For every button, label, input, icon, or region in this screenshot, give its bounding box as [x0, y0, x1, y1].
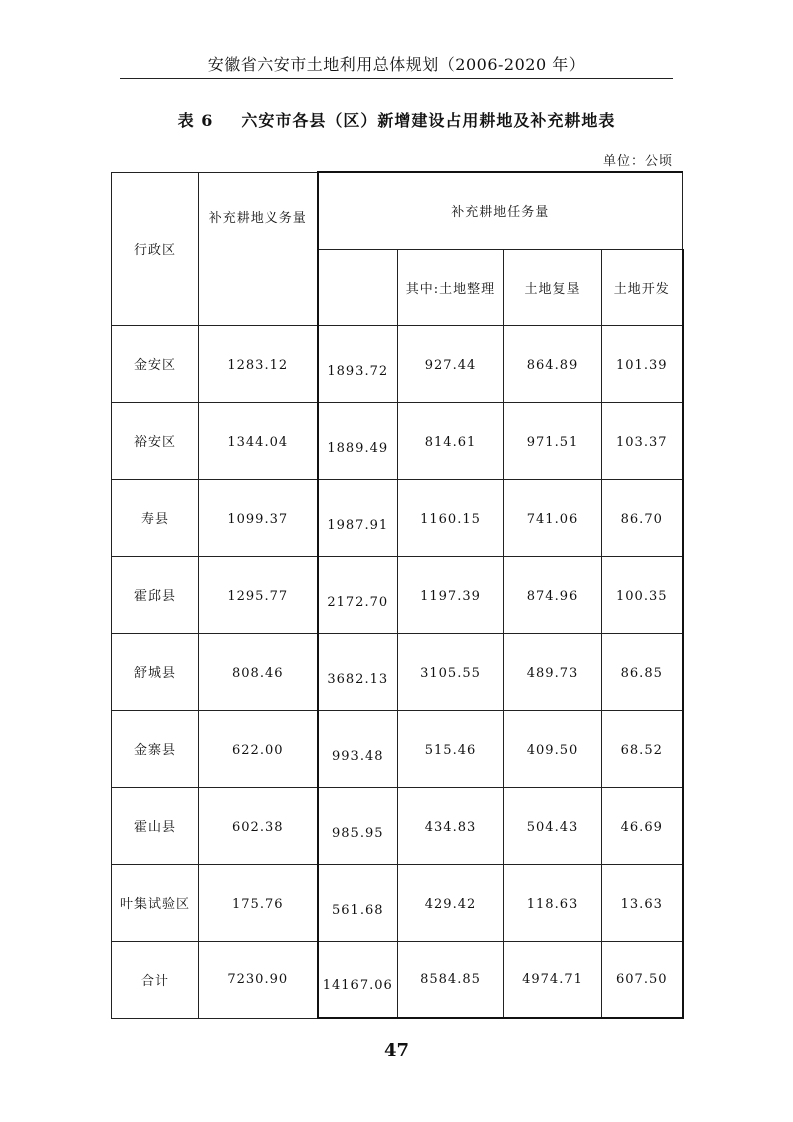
task-total-value: 1987.91	[327, 517, 389, 533]
district-cell: 金安区	[112, 325, 199, 402]
task-total-value: 561.68	[332, 902, 384, 918]
obligation-cell: 1344.04	[199, 402, 318, 479]
task-total-value: 1889.49	[327, 440, 389, 456]
table-row	[112, 633, 683, 710]
header-consolidation: 其中:土地整理	[398, 249, 504, 325]
page-number: 47	[383, 1040, 410, 1061]
header-obligation-label: 补充耕地义务量	[208, 211, 307, 226]
total-row	[112, 941, 683, 1018]
total-consolidation-cell: 8584.85	[398, 941, 504, 1018]
table-title	[0, 108, 793, 131]
district-cell: 舒城县	[112, 633, 199, 710]
table-row	[112, 325, 683, 402]
task-total-value: 1893.72	[327, 363, 389, 379]
running-header: 安徽省六安市土地利用总体规划（2006-2020 年）	[207, 55, 586, 74]
table-number: 表 6	[177, 111, 214, 130]
task-total-cell	[318, 633, 398, 710]
district-cell: 霍山县	[112, 787, 199, 864]
reclamation-cell: 118.63	[504, 864, 602, 941]
task-total-cell	[318, 787, 398, 864]
obligation-cell: 175.76	[199, 864, 318, 941]
district-cell: 叶集试验区	[112, 864, 199, 941]
consolidation-cell: 1160.15	[398, 479, 504, 556]
table-row	[112, 556, 683, 633]
task-total-cell	[318, 556, 398, 633]
reclamation-cell: 489.73	[504, 633, 602, 710]
header-reclamation: 土地复垦	[504, 249, 602, 325]
obligation-cell: 1295.77	[199, 556, 318, 633]
total-task-value: 14167.06	[322, 977, 393, 993]
reclamation-cell: 864.89	[504, 325, 602, 402]
development-cell: 46.69	[602, 787, 683, 864]
header-rule	[120, 78, 673, 79]
development-cell: 13.63	[602, 864, 683, 941]
header-obligation	[199, 172, 318, 325]
total-obligation-cell: 7230.90	[199, 941, 318, 1018]
total-development-cell: 607.50	[602, 941, 683, 1018]
table-row	[112, 710, 683, 787]
header-district: 行政区	[112, 172, 199, 325]
district-cell: 霍邱县	[112, 556, 199, 633]
consolidation-cell: 1197.39	[398, 556, 504, 633]
unit-note: 单位：公顷	[602, 154, 673, 169]
task-total-cell	[318, 864, 398, 941]
table-row	[112, 479, 683, 556]
table-row	[112, 787, 683, 864]
obligation-cell: 622.00	[199, 710, 318, 787]
development-cell: 86.85	[602, 633, 683, 710]
task-total-cell	[318, 325, 398, 402]
reclamation-cell: 741.06	[504, 479, 602, 556]
reclamation-cell: 504.43	[504, 787, 602, 864]
header-task-total-blank	[318, 249, 398, 325]
header-development: 土地开发	[602, 249, 683, 325]
development-cell: 103.37	[602, 402, 683, 479]
header-task-group: 补充耕地任务量	[318, 172, 683, 249]
task-total-cell	[318, 710, 398, 787]
total-label-cell: 合计	[112, 941, 199, 1018]
obligation-cell: 602.38	[199, 787, 318, 864]
obligation-cell: 1283.12	[199, 325, 318, 402]
development-cell: 101.39	[602, 325, 683, 402]
table-title-text: 六安市各县（区）新增建设占用耕地及补充耕地表	[241, 111, 616, 130]
total-task-cell	[318, 941, 398, 1018]
consolidation-cell: 927.44	[398, 325, 504, 402]
consolidation-cell: 429.42	[398, 864, 504, 941]
reclamation-cell: 874.96	[504, 556, 602, 633]
task-total-value: 3682.13	[327, 671, 389, 687]
farmland-table	[111, 171, 684, 1019]
task-total-value: 993.48	[332, 748, 384, 764]
reclamation-cell: 409.50	[504, 710, 602, 787]
development-cell: 100.35	[602, 556, 683, 633]
task-total-cell	[318, 479, 398, 556]
table-row	[112, 402, 683, 479]
obligation-cell: 1099.37	[199, 479, 318, 556]
obligation-cell: 808.46	[199, 633, 318, 710]
consolidation-cell: 515.46	[398, 710, 504, 787]
reclamation-cell: 971.51	[504, 402, 602, 479]
consolidation-cell: 3105.55	[398, 633, 504, 710]
district-cell: 裕安区	[112, 402, 199, 479]
task-total-cell	[318, 402, 398, 479]
district-cell: 金寨县	[112, 710, 199, 787]
district-cell: 寿县	[112, 479, 199, 556]
consolidation-cell: 434.83	[398, 787, 504, 864]
consolidation-cell: 814.61	[398, 402, 504, 479]
table-row	[112, 864, 683, 941]
total-reclamation-cell: 4974.71	[504, 941, 602, 1018]
development-cell: 86.70	[602, 479, 683, 556]
development-cell: 68.52	[602, 710, 683, 787]
task-total-value: 2172.70	[327, 594, 389, 610]
task-total-value: 985.95	[332, 825, 384, 841]
